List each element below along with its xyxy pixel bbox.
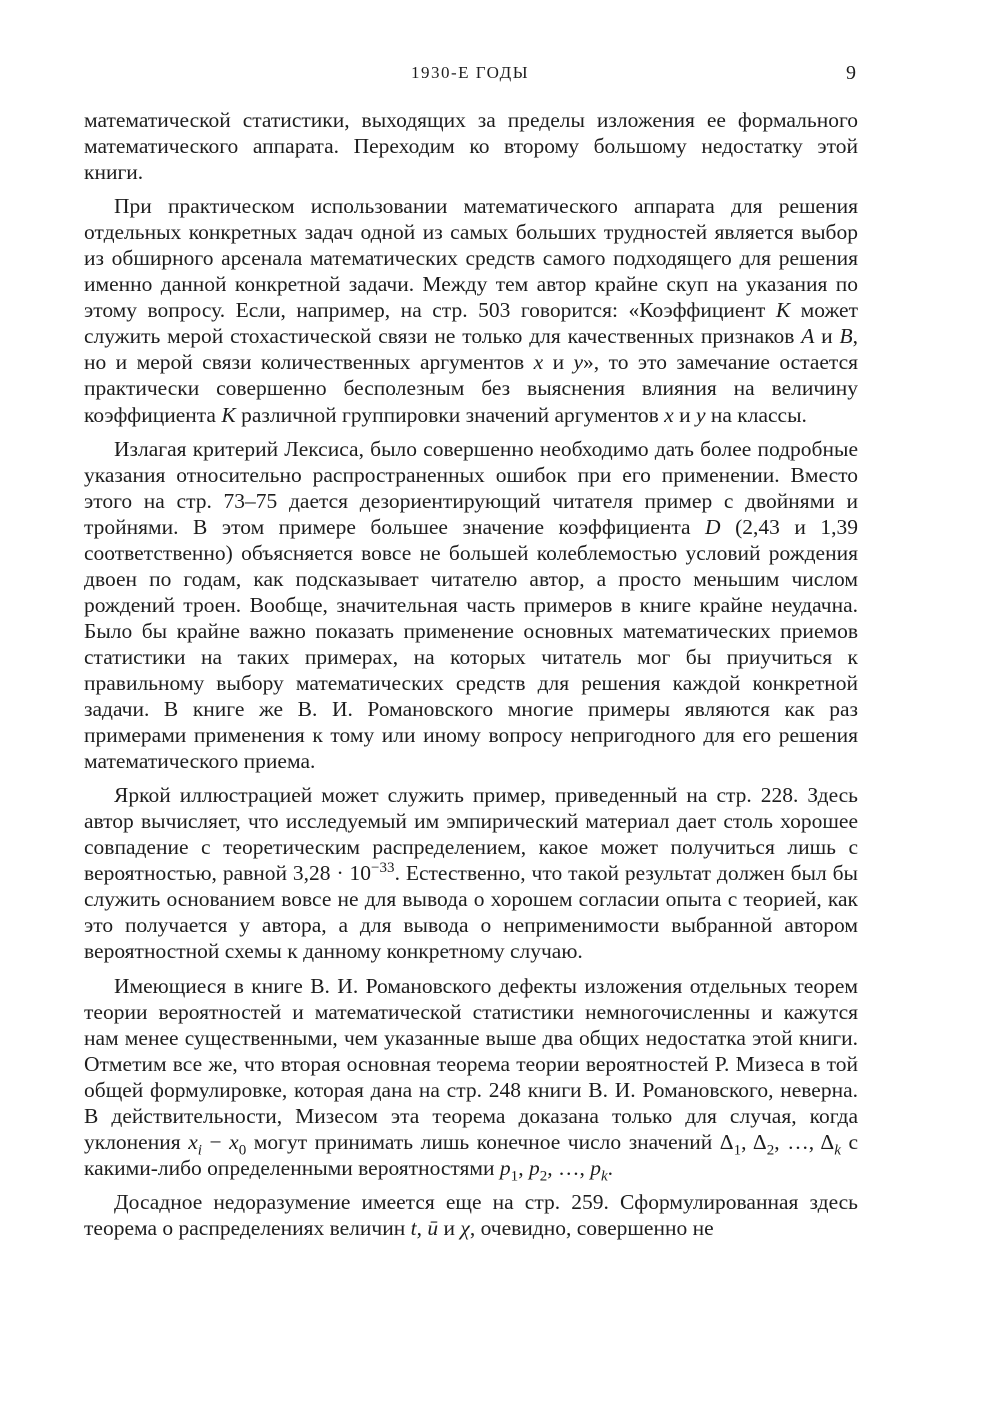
text-run: Излагая критерий Лексиса, было совершенно необходимо дать более подробные указания относительно распространенных ошибок при его применении. Вместо этого на стр. 73–75 дается дезориентирующий читателя пример с двойнями и тройнями. В этом примере большее значение коэффициента	[84, 436, 858, 539]
text-run: может служить мерой стохастической связи не только для качественных признаков	[84, 298, 858, 349]
text-run: и	[438, 1215, 461, 1240]
text-run: При практическом использовании математического аппарата для решения отдельных конкретных задач одной из самых больших трудностей является выбор из обширного арсенала математических средств самого подходящего для решения именно данной конкретной задачи. Между тем автор крайне скуп на указания по этому вопросу. Если, например, на стр. 503 говорится: «Коэффициент	[84, 194, 858, 323]
paragraph	[84, 107, 858, 185]
text-run: , …, Δ	[774, 1129, 835, 1154]
text-run: и	[814, 324, 840, 349]
math-symbol: B	[839, 324, 853, 349]
math-symbol: y	[695, 402, 706, 427]
math-symbol: x	[664, 402, 674, 427]
subscript: i	[197, 1142, 202, 1159]
text-run: математической статистики, выходящих за пределы изложения ее формального математического аппарата. Переходим ко второму большому недостатку этой книги.	[84, 108, 858, 185]
text-run: , Δ	[741, 1129, 767, 1154]
text-run: , …,	[547, 1155, 591, 1180]
subscript: 0	[238, 1142, 247, 1159]
text-run: ,	[518, 1155, 529, 1180]
math-symbol: K	[221, 402, 236, 427]
page-header	[84, 58, 856, 88]
math-symbol: x	[229, 1129, 239, 1154]
text-run: .	[607, 1155, 614, 1180]
text-run: », то это замечание остается практически совершенно бесполезным без выяснения влияния на величину коэффициента	[84, 350, 858, 427]
math-symbol: p	[528, 1155, 540, 1180]
superscript: −33	[371, 860, 395, 877]
math-symbol: D	[705, 514, 721, 539]
text-run: могут принимать лишь конечное число значений Δ	[246, 1129, 734, 1154]
text-run: с какими-либо определенными вероятностями	[84, 1129, 859, 1180]
subscript: 2	[539, 1168, 548, 1185]
text-run: на классы.	[705, 402, 807, 427]
paragraph	[84, 193, 858, 427]
subscript: k	[834, 1142, 841, 1159]
math-symbol: ū	[427, 1215, 439, 1240]
subscript: k	[600, 1168, 608, 1185]
math-symbol: K	[775, 298, 791, 323]
text-run: Досадное недоразумение имеется еще на стр. 259. Сформулированная здесь теорема о распределениях величин	[84, 1189, 858, 1240]
text-run: ,	[416, 1215, 428, 1240]
paragraph	[84, 782, 858, 964]
paragraph	[84, 436, 858, 775]
text-run: (2,43 и 1,39 соответственно) объясняется вовсе не большей колеблемостью условий рождения двоен по годам, как подсказывает читателю автор, а просто меньшим числом рождений троен. Вообще, значительная часть примеров в книге крайне неудачна. Было бы крайне важно показать применение основных математических приемов статистики на таких примерах, на которых читатель мог бы приучиться к правильному выбору математических средств для решения каждой конкретной задачи. В книге же В. И. Романовского многие примеры являются как раз примерами применения к тому или иному вопросу непригодного для его решения математического приема.	[84, 514, 858, 774]
math-symbol: y	[573, 350, 584, 375]
body-text	[84, 107, 858, 1241]
text-run: −	[201, 1129, 230, 1154]
paragraph	[84, 1189, 858, 1241]
text-run: и	[673, 402, 696, 427]
math-symbol: t	[410, 1215, 417, 1240]
text-run: Имеющиеся в книге В. И. Романовского дефекты изложения отдельных теорем теории вероятностей и математической статистики немногочисленны и кажутся нам менее существенными, чем указанные выше два общих недостатка этой книги. Отметим все же, что вторая основная теорема теории вероятностей Р. Мизеса в той общей формулировке, которая дана на стр. 248 книги В. И. Романовского, неверна. В действительности, Мизесом эта теорема доказана только для случая, когда уклонения	[84, 973, 858, 1154]
running-title: 1930-Е ГОДЫ	[410, 63, 530, 82]
text-run: , но и мерой связи количественных аргументов	[84, 324, 858, 375]
math-symbol: A	[801, 324, 815, 349]
math-symbol: x	[188, 1129, 198, 1154]
text-run: , очевидно, совершенно не	[469, 1215, 714, 1240]
math-symbol: p	[590, 1155, 601, 1180]
subscript: 1	[510, 1168, 519, 1185]
subscript: 1	[733, 1142, 742, 1159]
page-number: 9	[846, 62, 856, 84]
text-run: Яркой иллюстрацией может служить пример, приведенный на стр. 228. Здесь автор вычисляет, что исследуемый им эмпирический материал дает столь хорошее совпадение с теоретическим распределением, какое может получиться лишь с вероятностью, равной 3,28 · 10	[84, 783, 858, 886]
math-symbol: χ	[460, 1215, 470, 1240]
text-run: различной группировки значений аргументов	[235, 402, 665, 427]
subscript: 2	[766, 1142, 775, 1159]
math-symbol: x	[533, 350, 544, 375]
math-symbol: p	[499, 1155, 511, 1180]
text-run: . Естественно, что такой результат должен был бы служить основанием вовсе не для вывода о хорошем согласии опыта с теорией, как это получается у автора, а для вывода о неприменимости выбранной автором вероятностной схемы к данному конкретному случаю.	[84, 861, 858, 964]
text-run: и	[543, 350, 574, 375]
paragraph	[84, 973, 859, 1185]
